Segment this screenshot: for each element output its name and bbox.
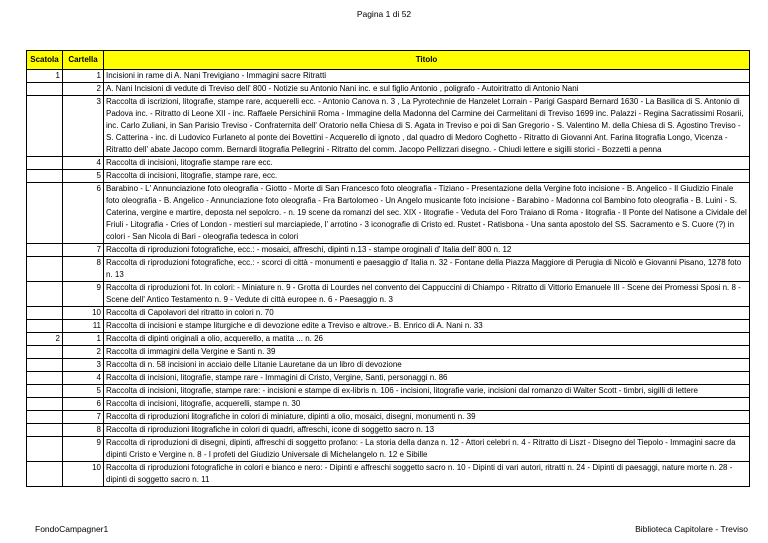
catalog-table xyxy=(26,50,750,487)
page-number: Pagina 1 di 52 xyxy=(356,9,412,19)
cell-scatola xyxy=(27,411,63,424)
cell-scatola xyxy=(27,437,63,462)
cell-titolo: Raccolta di riproduzioni fot. In colori: - Miniature n. 9 - Grotta di Lourdes nel convento dei Cappuccini di Chiampo - Ritratto di Vittorio Emanuele III - Scene dei Promessi Sposi n. 8 - Scene dell' Antico Testamento n. 9 - Vedute di città europee n. 6 - Paesaggio n. 3 xyxy=(104,282,750,307)
cell-cartella: 1 xyxy=(63,333,104,346)
table-row xyxy=(27,411,750,424)
cell-scatola xyxy=(27,282,63,307)
cell-scatola xyxy=(27,372,63,385)
cell-cartella: 1 xyxy=(63,70,104,83)
table-row xyxy=(27,398,750,411)
cell-titolo: Raccolta di incisioni, litografie stampe rare ecc. xyxy=(104,157,750,170)
table-row xyxy=(27,244,750,257)
cell-titolo: Raccolta di incisioni, litografie, stampe rare: - incisioni e stampe di ex-libris n. 106 - incisioni, litografie varie, incisioni dal romanzo di Walter Scott - timbri, sigilli di lettere xyxy=(104,385,750,398)
cell-scatola xyxy=(27,359,63,372)
cell-scatola xyxy=(27,244,63,257)
cell-titolo: Raccolta di incisioni, litografie, stampe rare - Immagini di Cristo, Vergine, Santi, personaggi n. 86 xyxy=(104,372,750,385)
cell-cartella: 5 xyxy=(63,385,104,398)
cell-titolo: Raccolta di Capolavori del ritratto in colori n. 70 xyxy=(104,307,750,320)
cell-scatola: 2 xyxy=(27,333,63,346)
cell-cartella: 6 xyxy=(63,398,104,411)
cell-scatola xyxy=(27,398,63,411)
cell-scatola xyxy=(27,307,63,320)
cell-titolo: Raccolta di iscrizioni, litografie, stampe rare, acquerelli ecc. - Antonio Canova n. 3 , La Pyrotechnie de Hanzelet Lorrain - Parigi Gaspard Bernard 1630 - La Basilica di S. Antonio di Padova inc. - Ritratto di Leone XII - inc. Raffaele Persichinii Roma - Immagine della Madonna del Carmine dei Carmelitani di Treviso 1699 inc. Palazzi - Regina Sacratissimi Rosarii, inc. Carlo Zuliani, in San Parisio Treviso - Confraternita dell' Oratorio nella Chiesa di S. Agata in Treviso e poi di San Gregorio - S. Valentino M. della Chiesa di S. Agostino Treviso - S. Catterina - inc. di Ludovico Furlaneto al ponte dei Bovettini - Acquerello di ignoto , dal quadro di Medoro Coghetto - Ritratto di Giovanni Ant. Farina litografia Longo, Vicenza - Ritratto dell' abate Jacopo comm. Bernardi litografia Pellegrini - Ritratto del comm. Jacopo Pellizzari disegno. - Chiudi lettere e sigilli storici - Bozzetti a penna xyxy=(104,96,750,157)
table-row xyxy=(27,83,750,96)
table-row xyxy=(27,333,750,346)
cell-cartella: 10 xyxy=(63,307,104,320)
cell-cartella: 10 xyxy=(63,462,104,487)
table-row xyxy=(27,183,750,244)
cell-scatola xyxy=(27,385,63,398)
footer-left: FondoCampagner1 xyxy=(35,524,109,534)
table-row xyxy=(27,346,750,359)
cell-titolo: Incisioni in rame di A. Nani Trevigiano - Immagini sacre Ritratti xyxy=(104,70,750,83)
cell-cartella: 11 xyxy=(63,320,104,333)
table-row xyxy=(27,372,750,385)
column-header-titolo: Titolo xyxy=(104,51,750,70)
table-row xyxy=(27,70,750,83)
cell-cartella: 4 xyxy=(63,157,104,170)
cell-cartella: 7 xyxy=(63,411,104,424)
cell-scatola xyxy=(27,183,63,244)
cell-titolo: Raccolta di immagini della Vergine e Santi n. 39 xyxy=(104,346,750,359)
cell-cartella: 2 xyxy=(63,83,104,96)
table-row xyxy=(27,96,750,157)
cell-scatola xyxy=(27,157,63,170)
cell-titolo: Raccolta di riproduzioni litografiche in colori di miniature, dipinti a olio, mosaici, disegni, monumenti n. 39 xyxy=(104,411,750,424)
table-row xyxy=(27,320,750,333)
cell-titolo: Raccolta di riproduzioni fotografiche, ecc.: - mosaici, affreschi, dipinti n.13 - stampe oroginali d' Italia dell' 800 n. 12 xyxy=(104,244,750,257)
table-row xyxy=(27,359,750,372)
cell-scatola xyxy=(27,424,63,437)
cell-scatola xyxy=(27,257,63,282)
cell-titolo: Raccolta di n. 58 incisioni in acciaio delle Litanie Lauretane da un libro di devozione xyxy=(104,359,750,372)
cell-titolo: Raccolta di riproduzioni fotografiche in colori e bianco e nero: - Dipinti e affreschi soggetto sacro n. 10 - Dipinti di vari autori, ritratti n. 24 - Dipinti di paesaggi, nature morte n. 28 - dipinti di soggetto sacro n. 11 xyxy=(104,462,750,487)
table-header-row xyxy=(27,51,750,70)
cell-cartella: 5 xyxy=(63,170,104,183)
cell-cartella: 9 xyxy=(63,282,104,307)
cell-cartella: 9 xyxy=(63,437,104,462)
cell-scatola xyxy=(27,320,63,333)
cell-cartella: 3 xyxy=(63,359,104,372)
column-header-cartella: Cartella xyxy=(63,51,104,70)
cell-scatola xyxy=(27,170,63,183)
cell-cartella: 7 xyxy=(63,244,104,257)
cell-titolo: Raccolta di riproduzioni litografiche in colori di quadri, affreschi, icone di soggetto sacro n. 13 xyxy=(104,424,750,437)
cell-titolo: Raccolta di incisioni, litografie, stampe rare, ecc. xyxy=(104,170,750,183)
cell-scatola xyxy=(27,462,63,487)
cell-scatola xyxy=(27,83,63,96)
cell-cartella: 8 xyxy=(63,424,104,437)
footer-right: Biblioteca Capitolare - Treviso xyxy=(635,524,748,534)
table-row xyxy=(27,437,750,462)
table-row xyxy=(27,385,750,398)
table-row xyxy=(27,424,750,437)
table-row xyxy=(27,307,750,320)
cell-titolo: Raccolta di riproduzioni di disegni, dipinti, affreschi di soggetto profano: - La storia della danza n. 12 - Attori celebri n. 4 - Ritratto di Liszt - Disegno del Tiepolo - Immagini sacre da dipinti Cristo e Vergine n. 8 - I profeti del Giudizio Universale di Michelangelo n. 12 e Sibille xyxy=(104,437,750,462)
cell-cartella: 8 xyxy=(63,257,104,282)
cell-cartella: 6 xyxy=(63,183,104,244)
cell-titolo: Raccolta di incisioni, litografie, acquerelli, stampe n. 30 xyxy=(104,398,750,411)
table-row xyxy=(27,462,750,487)
cell-titolo: Raccolta di incisioni e stampe liturgiche e di devozione edite a Treviso e altrove.- B. Enrico di A. Nani n. 33 xyxy=(104,320,750,333)
table-body xyxy=(27,70,750,487)
cell-titolo: Raccolta di riproduzioni fotografiche, ecc.: - scorci di città - monumenti e paesaggio d' Italia n. 32 - Fontane della Piazza Maggiore di Perugia di Nicolò e Giovanni Pisano, 1278 foto n. 13 xyxy=(104,257,750,282)
cell-titolo: A. Nani Incisioni di vedute di Treviso dell' 800 - Notizie su Antonio Nani inc. e sul figlio Antonio , poligrafo - Autoiritratto di Antonio Nani xyxy=(104,83,750,96)
table-row xyxy=(27,170,750,183)
table-row xyxy=(27,282,750,307)
cell-scatola xyxy=(27,96,63,157)
cell-scatola xyxy=(27,346,63,359)
cell-scatola: 1 xyxy=(27,70,63,83)
cell-titolo: Barabino - L' Annunciazione foto oleografia - Giotto - Morte di San Francesco foto oleografia - Tiziano - Presentazione della Vergine foto incisione - B. Angelico - Il Giudizio Finale foto oleografia - B. Angelico - Annunciazione foto oleografia - Fra Bartolomeo - Un Angelo musicante foto incisione - Barabino - Madonna col Bambino foto oleografia - B. Luini - S. Caterina, vergine e martire, deposta nel sepolcro. - n. 19 scene da romanzi del sec. XIX - litografie - Veduta del Foro Traiano di Roma - litografia - Il Ponte del Natisone a Cividale del Friuli - Litografia - Cries of London - mestieri sul marciapiede, l' arrotino - 3 iconografie di Cristo ed. Rustet - Ratisbona - Una santa apostolo del SS. Sacramento e S. Cuore (?) in colori - San Nicola di Bari - oleografia tedesca in colori xyxy=(104,183,750,244)
column-header-scatola: Scatola xyxy=(27,51,63,70)
cell-cartella: 2 xyxy=(63,346,104,359)
table-row xyxy=(27,157,750,170)
table-row xyxy=(27,257,750,282)
cell-cartella: 3 xyxy=(63,96,104,157)
cell-cartella: 4 xyxy=(63,372,104,385)
cell-titolo: Raccolta di dipinti originali a olio, acquerello, a matita ... n. 26 xyxy=(104,333,750,346)
